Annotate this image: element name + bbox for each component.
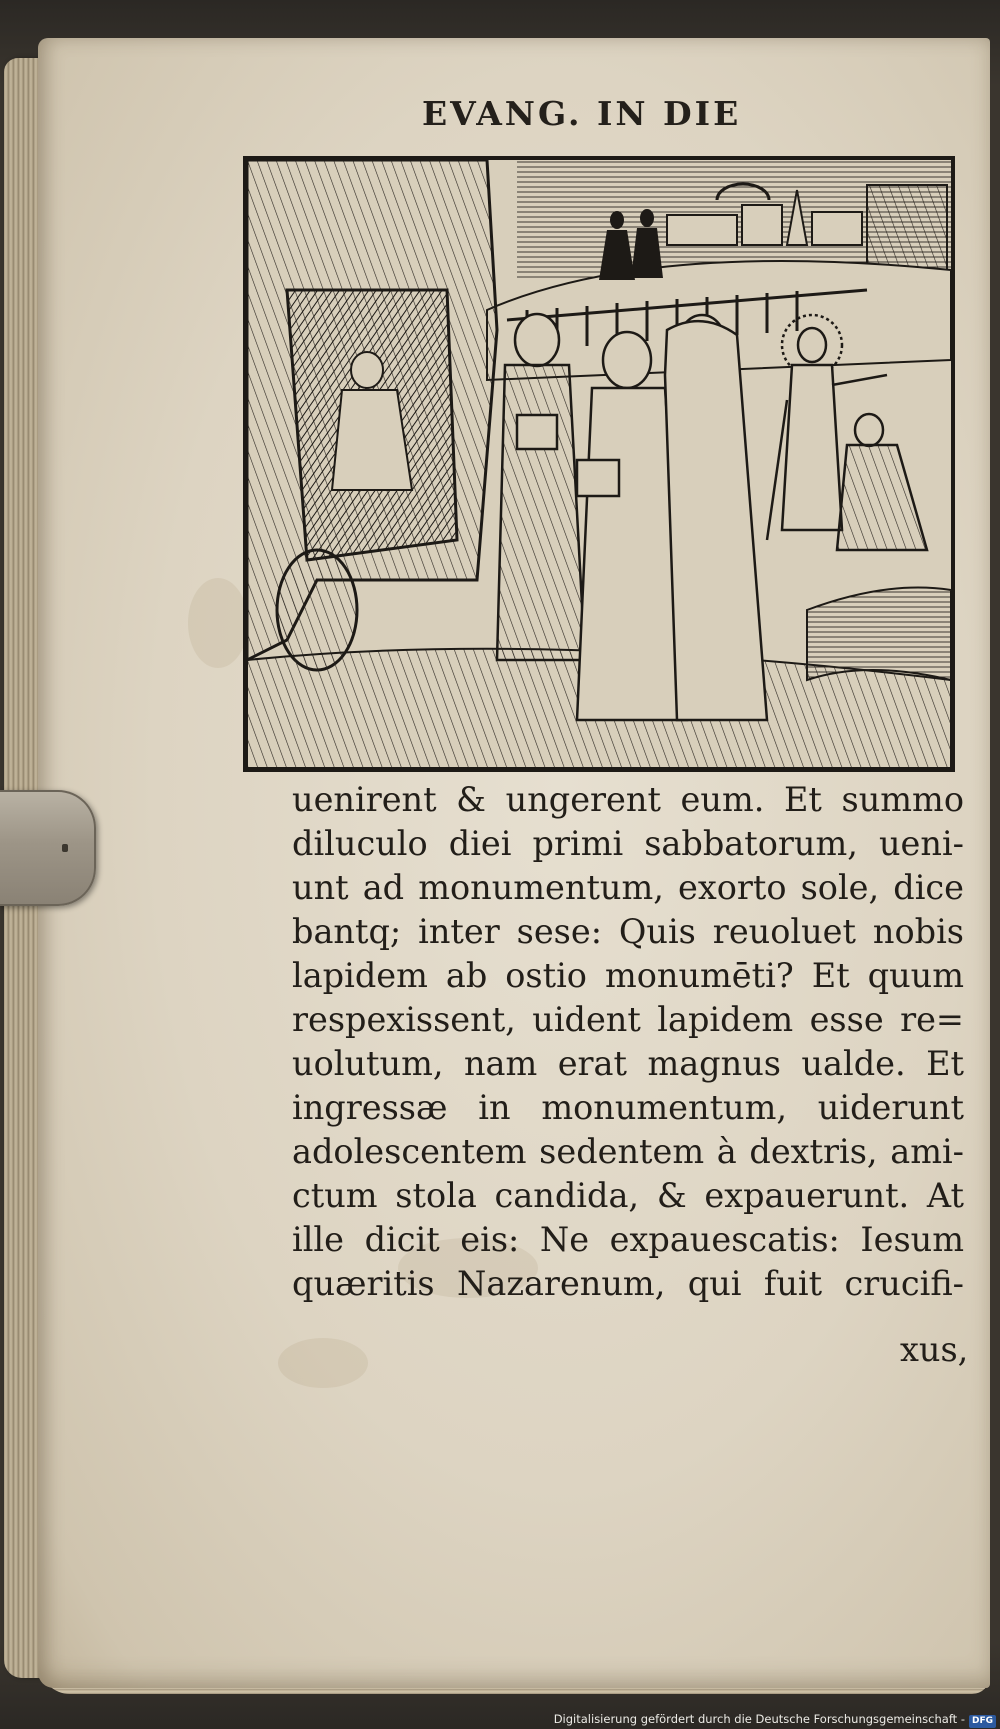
text-line-6: respexissent, uident lapidem esse re= — [292, 1000, 964, 1039]
running-head: EVANG. IN DIE — [422, 94, 742, 133]
text-line-11: ille dicit eis: Ne expauescatis: Iesum — [292, 1220, 964, 1259]
woodcut-svg — [247, 160, 951, 768]
paper-stain — [188, 578, 248, 668]
woodcut-illustration — [243, 156, 955, 772]
text-line-2: diluculo diei primi sabbatorum, ueni- — [292, 824, 964, 863]
text-line-5: lapidem ab ostio monumēti? Et quum — [292, 956, 964, 995]
body-text — [292, 778, 964, 1306]
footer-credit-text: Digitalisierung gefördert durch die Deutsche Forschungsgemeinschaft - — [553, 1712, 965, 1726]
clasp-rivet — [62, 844, 68, 852]
woodcut-stream — [807, 588, 951, 681]
text-line-3: unt ad monumentum, exorto sole, dice — [292, 868, 964, 907]
text-line-7: uolutum, nam erat magnus ualde. Et — [292, 1044, 964, 1083]
footer-credit — [540, 1712, 996, 1728]
text-line-9: adolescentem sedentem à dextris, ami- — [292, 1132, 964, 1171]
text-line-8: ingressæ in monumentum, uiderunt — [292, 1088, 964, 1127]
woodcut-women — [497, 314, 767, 720]
dfg-logo-badge[interactable]: DFG — [969, 1715, 996, 1728]
paper-stain — [278, 1338, 368, 1388]
book-clasp — [0, 790, 96, 906]
text-line-10: ctum stola candida, & expauerunt. At — [292, 1176, 964, 1215]
catchword: xus, — [900, 1330, 969, 1369]
text-line-1: uenirent & ungerent eum. Et summo — [292, 780, 964, 819]
text-line-12: quæritis Nazarenum, qui fuit crucifi- — [292, 1264, 964, 1303]
text-line-4: bantq; inter sese: Quis reuoluet nobis — [292, 912, 964, 951]
